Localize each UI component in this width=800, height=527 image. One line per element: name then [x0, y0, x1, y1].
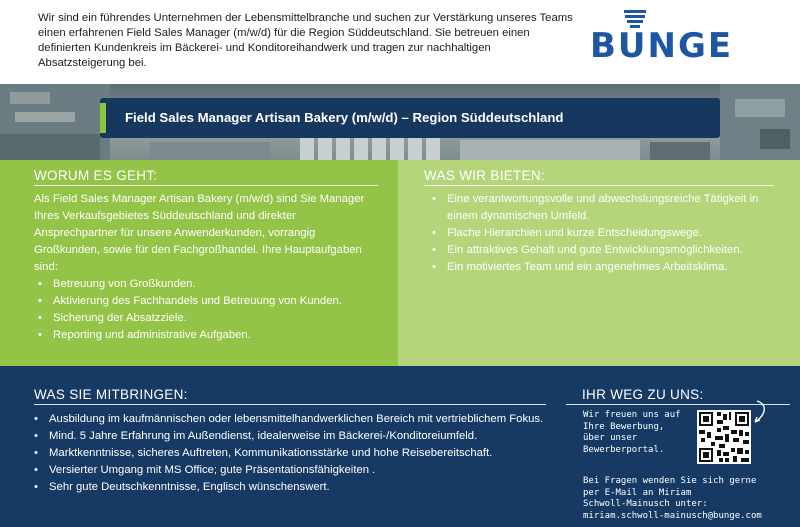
bieten-list	[428, 191, 768, 276]
weg-text	[583, 410, 693, 456]
list-item: • Betreuung von Großkunden.	[34, 276, 374, 293]
bunge-logo-text: BUNGE	[590, 26, 734, 66]
contact-email-link[interactable]: miriam.schwoll-mainusch@bunge.com	[583, 510, 762, 521]
list-item: • Versierter Umgang mit MS Office; gute Präsentationsfähigkeiten .	[30, 462, 550, 479]
bieten-divider	[424, 185, 774, 186]
bunge-logo	[588, 8, 788, 70]
mitbringen-list	[30, 411, 550, 496]
list-item: • Eine verantwortungsvolle und abwechslungsreiche Tätigkeit in einem dynamischen Umfeld.	[428, 191, 768, 225]
list-item: • Mind. 5 Jahre Erfahrung im Außendienst, idealerweise im Bäckerei-/Konditoreiumfeld.	[30, 428, 550, 445]
weg-line: über unser	[583, 433, 638, 443]
worum-list	[34, 276, 374, 344]
contact-text	[583, 476, 795, 522]
qr-code-icon[interactable]	[697, 410, 751, 464]
contact-line: per E-Mail an Miriam	[583, 487, 692, 498]
list-item: • Sehr gute Deutschkenntnisse, Englisch wünschenswert.	[30, 479, 550, 496]
worum-heading: WORUM ES GEHT:	[34, 168, 158, 183]
list-item: • Reporting und administrative Aufgaben.	[34, 327, 374, 344]
job-title: Field Sales Manager Artisan Bakery (m/w/d) – Region Süddeutschland	[125, 110, 564, 125]
contact-line: Schwoll-Mainusch unter:	[583, 499, 708, 509]
intro-text: Wir sind ein führendes Unternehmen der Lebensmittelbranche und suchen zur Verstärkung unseres Teams einen erfahrenen Field Sales Manager (m/w/d) für die Region Süddeutschland. Sie betreuen einen definierten Kundenkreis im Bäckerei- und Konditoreihandwerk und tragen zur nachhaltigen Absatzsteigerung bei.	[38, 12, 573, 69]
weg-line: Wir freuen uns auf	[583, 410, 681, 420]
mitbringen-section	[30, 411, 550, 496]
worum-section	[34, 191, 374, 344]
mitbringen-heading: WAS SIE MITBRINGEN:	[34, 387, 188, 402]
list-item: • Aktivierung des Fachhandels und Betreuung von Kunden.	[34, 293, 374, 310]
bieten-heading: WAS WIR BIETEN:	[424, 168, 546, 183]
weg-line: Ihre Bewerbung,	[583, 421, 665, 432]
list-item: • Marktkenntnisse, sicheres Auftreten, Kommunikationsstärke und hohe Reisebereitschaft.	[30, 445, 550, 462]
contact-line: Bei Fragen wenden Sie sich gerne	[583, 476, 757, 486]
list-item: • Ein attraktives Gehalt und gute Entwicklungsmöglichkeiten.	[428, 242, 768, 259]
worum-divider	[34, 185, 378, 186]
worum-text: Als Field Sales Manager Artisan Bakery (m/w/d) sind Sie Manager Ihres Verkaufsgebietes Süddeutschland und direkter Ansprechpartner für unsere Anwenderkunden, vorrangig Großkunden, sowie für den Fachgroßhandel. Ihre Hauptaufgaben sind:	[34, 193, 365, 273]
job-title-accent	[100, 103, 106, 133]
list-item: • Ausbildung im kaufmännischen oder lebensmittelhandwerklichen Bereich mit vertrieblichem Fokus.	[30, 411, 550, 428]
weg-heading: IHR WEG ZU UNS:	[582, 387, 704, 402]
list-item: • Ein motiviertes Team und ein angenehmes Arbeitsklima.	[428, 259, 768, 276]
bieten-section	[428, 191, 768, 276]
list-item: • Sicherung der Absatzziele.	[34, 310, 374, 327]
list-item: • Flache Hierarchien und kurze Entscheidungswege.	[428, 225, 768, 242]
weg-line: Bewerberportal.	[583, 444, 665, 455]
mitbringen-divider	[34, 404, 546, 405]
